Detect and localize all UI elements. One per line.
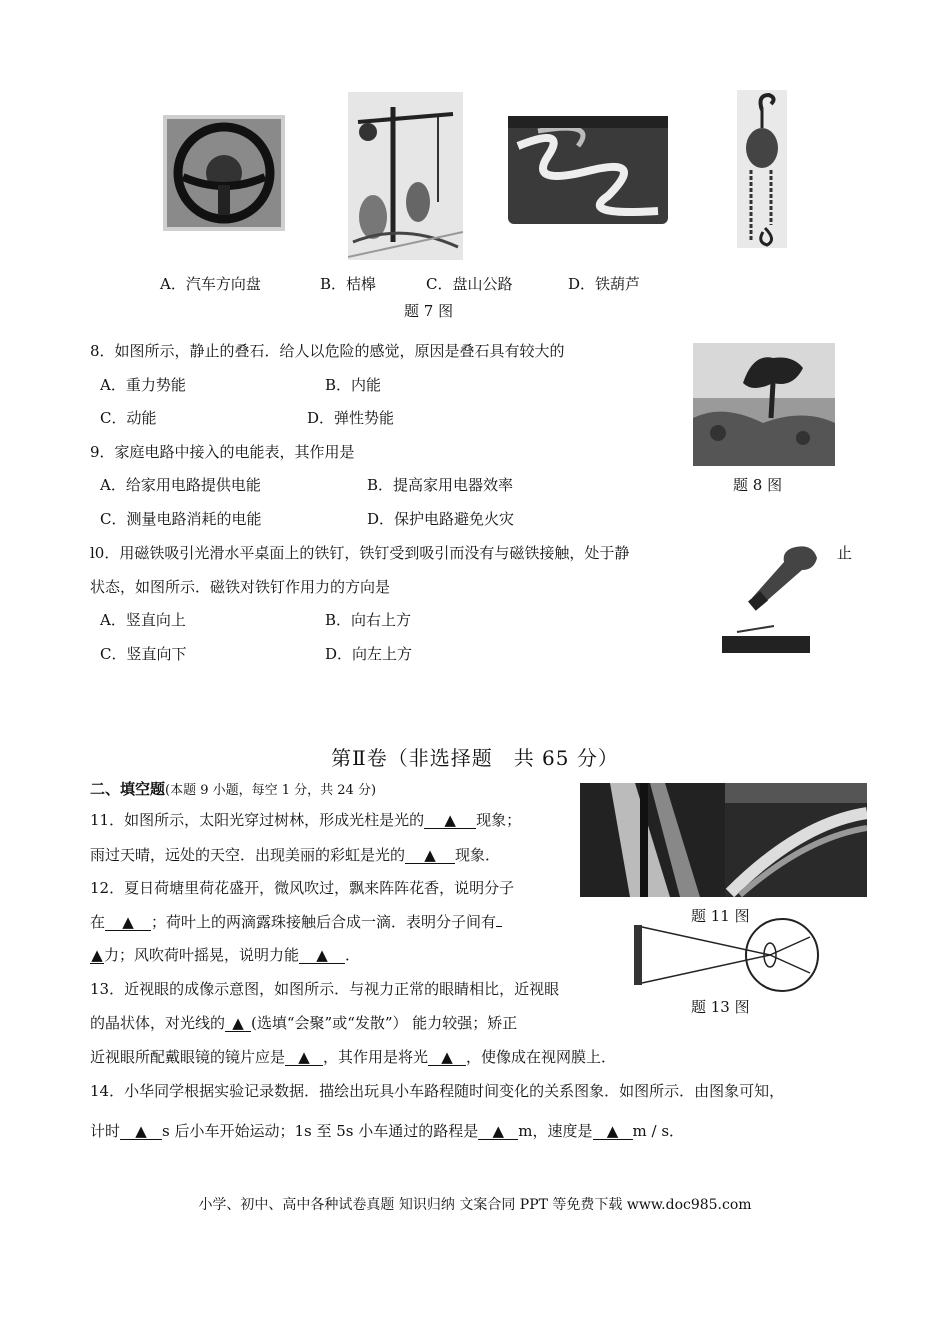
q10-option-b: B．向右上方 <box>325 611 412 629</box>
q12-line3 <box>90 944 360 965</box>
q13-line3-text-a: 近视眼所配戴眼镜的镜片应是 <box>90 1048 286 1066</box>
section2-heading <box>90 778 376 799</box>
q10-stem-line1: l0．用磁铁吸引光滑水平桌面上的铁钉，铁钉受到吸引而没有与磁铁接触，处于静 <box>90 544 630 562</box>
q12-line3-text-a: 力；风吹荷叶摇晃，说明力能 <box>104 946 300 964</box>
section2-title: 第Ⅱ卷（非选择题 共 65 分） <box>331 746 619 770</box>
q8-option-d: D．弹性势能 <box>307 409 395 427</box>
balanced-rocks-figure <box>693 343 835 466</box>
q13-blank-3[interactable]: ▲ <box>428 1050 466 1066</box>
mountain-road-figure <box>508 116 668 224</box>
magnet-nail-figure <box>722 540 822 655</box>
q13-blank-1[interactable]: ▲ <box>225 1016 251 1032</box>
q11-caption: 题 11 图 <box>691 907 750 925</box>
q14-line2-text-b: s 后小车开始运动；1s 至 5s 小车通过的路程是 <box>162 1122 479 1140</box>
q7-option-d: D．铁葫芦 <box>568 275 641 293</box>
q12-line3-text-b: ． <box>345 946 361 964</box>
q8-option-a: A．重力势能 <box>100 376 186 394</box>
q13-line1: 13．近视眼的成像示意图，如图所示．与视力正常的眼睛相比，近视眼 <box>90 980 560 998</box>
section2-heading-bold: 二、填空题 <box>90 780 166 798</box>
q11-line2-text-a: 雨过天晴，远处的天空．出现美丽的彩虹是光的 <box>90 846 406 864</box>
q11-line2-text-b: 现象． <box>455 846 501 864</box>
q11-blank-2[interactable]: ▲ <box>405 848 455 864</box>
sunbeam-rainbow-figure <box>580 783 867 897</box>
q14-blank-1[interactable]: ▲ <box>120 1124 162 1140</box>
q13-blank-2[interactable]: ▲ <box>285 1050 323 1066</box>
q13-line2-text-a: 的晶状体，对光线的 <box>90 1014 226 1032</box>
well-sweep-figure <box>348 92 463 260</box>
q10-option-a: A．竖直向上 <box>100 611 186 629</box>
q9-option-b: B．提高家用电器效率 <box>367 476 514 494</box>
page-footer: 小学、初中、高中各种试卷真题 知识归纳 文案合同 PPT 等免费下载 www.doc985.com <box>198 1197 752 1213</box>
q12-blank-2[interactable]: ▲ <box>91 946 103 964</box>
q9-option-a: A．给家用电路提供电能 <box>100 476 261 494</box>
q11-line2 <box>90 844 500 865</box>
q13-line2-text-b: (选填“会聚”或“发散”） 能力较强；矫正 <box>251 1014 518 1032</box>
q7-option-a: A．汽车方向盘 <box>160 275 261 293</box>
chain-hoist-figure <box>737 90 787 248</box>
q10-option-d: D．向左上方 <box>325 645 413 663</box>
q14-line1: 14．小华同学根据实验记录数据．描绘出玩具小车路程随时间变化的关系图象．如图所示．由图象可知， <box>90 1082 785 1100</box>
q8-stem: 8．如图所示，静止的叠石．给人以危险的感觉，原因是叠石具有较大的 <box>90 342 565 360</box>
myopia-eye-diagram <box>632 915 822 995</box>
q12-blank-2-start <box>496 926 502 927</box>
q12-blank-1[interactable]: ▲ <box>105 915 151 931</box>
q13-line3-text-c: ，使像成在视网膜上． <box>466 1048 617 1066</box>
q11-line1-text-a: 11．如图所示，太阳光穿过树林，形成光柱是光的 <box>90 811 425 829</box>
q13-line3-text-b: ，其作用是将光 <box>323 1048 429 1066</box>
q13-caption: 题 13 图 <box>691 998 750 1016</box>
q13-line2 <box>90 1012 517 1033</box>
q12-line1: 12．夏日荷塘里荷花盛开，微风吹过，飘来阵阵花香，说明分子 <box>90 879 515 897</box>
q13-line3 <box>90 1046 616 1067</box>
q8-caption: 题 8 图 <box>733 476 783 494</box>
q7-caption: 题 7 图 <box>404 302 454 320</box>
q8-option-b: B．内能 <box>325 376 382 394</box>
q14-line2-text-c: m，速度是 <box>518 1122 593 1140</box>
section2-heading-note: (本题 9 小题，每空 1 分，共 24 分) <box>165 783 377 798</box>
q14-blank-3[interactable]: ▲ <box>593 1124 633 1140</box>
q12-line2 <box>90 911 502 932</box>
q12-blank-3[interactable]: ▲ <box>299 948 345 964</box>
q12-line2-text-b: ；荷叶上的两滴露珠接触后合成一滴．表明分子间有 <box>151 913 497 931</box>
q14-line2-text-a: 计时 <box>90 1122 121 1140</box>
q12-line2-text-a: 在 <box>90 913 106 931</box>
q10-option-c: C．竖直向下 <box>100 645 187 663</box>
q9-option-d: D．保护电路避免火灾 <box>367 510 515 528</box>
q9-option-c: C．测量电路消耗的电能 <box>100 510 262 528</box>
q14-blank-2[interactable]: ▲ <box>478 1124 518 1140</box>
q7-option-b: B．桔槔 <box>320 275 377 293</box>
q9-stem: 9．家庭电路中接入的电能表，其作用是 <box>90 443 355 461</box>
steering-wheel-figure <box>163 115 285 231</box>
q11-line1 <box>90 809 521 830</box>
q11-blank-1[interactable]: ▲ <box>424 813 476 829</box>
q10-stem-tail: 止 <box>837 544 853 562</box>
q14-line2-text-d: m / s． <box>632 1122 685 1140</box>
q8-option-c: C．动能 <box>100 409 157 427</box>
q10-stem-line2: 状态，如图所示．磁铁对铁钉作用力的方向是 <box>90 578 391 596</box>
q11-line1-text-b: 现象； <box>476 811 522 829</box>
q7-option-c: C．盘山公路 <box>426 275 513 293</box>
q14-line2 <box>90 1120 684 1141</box>
